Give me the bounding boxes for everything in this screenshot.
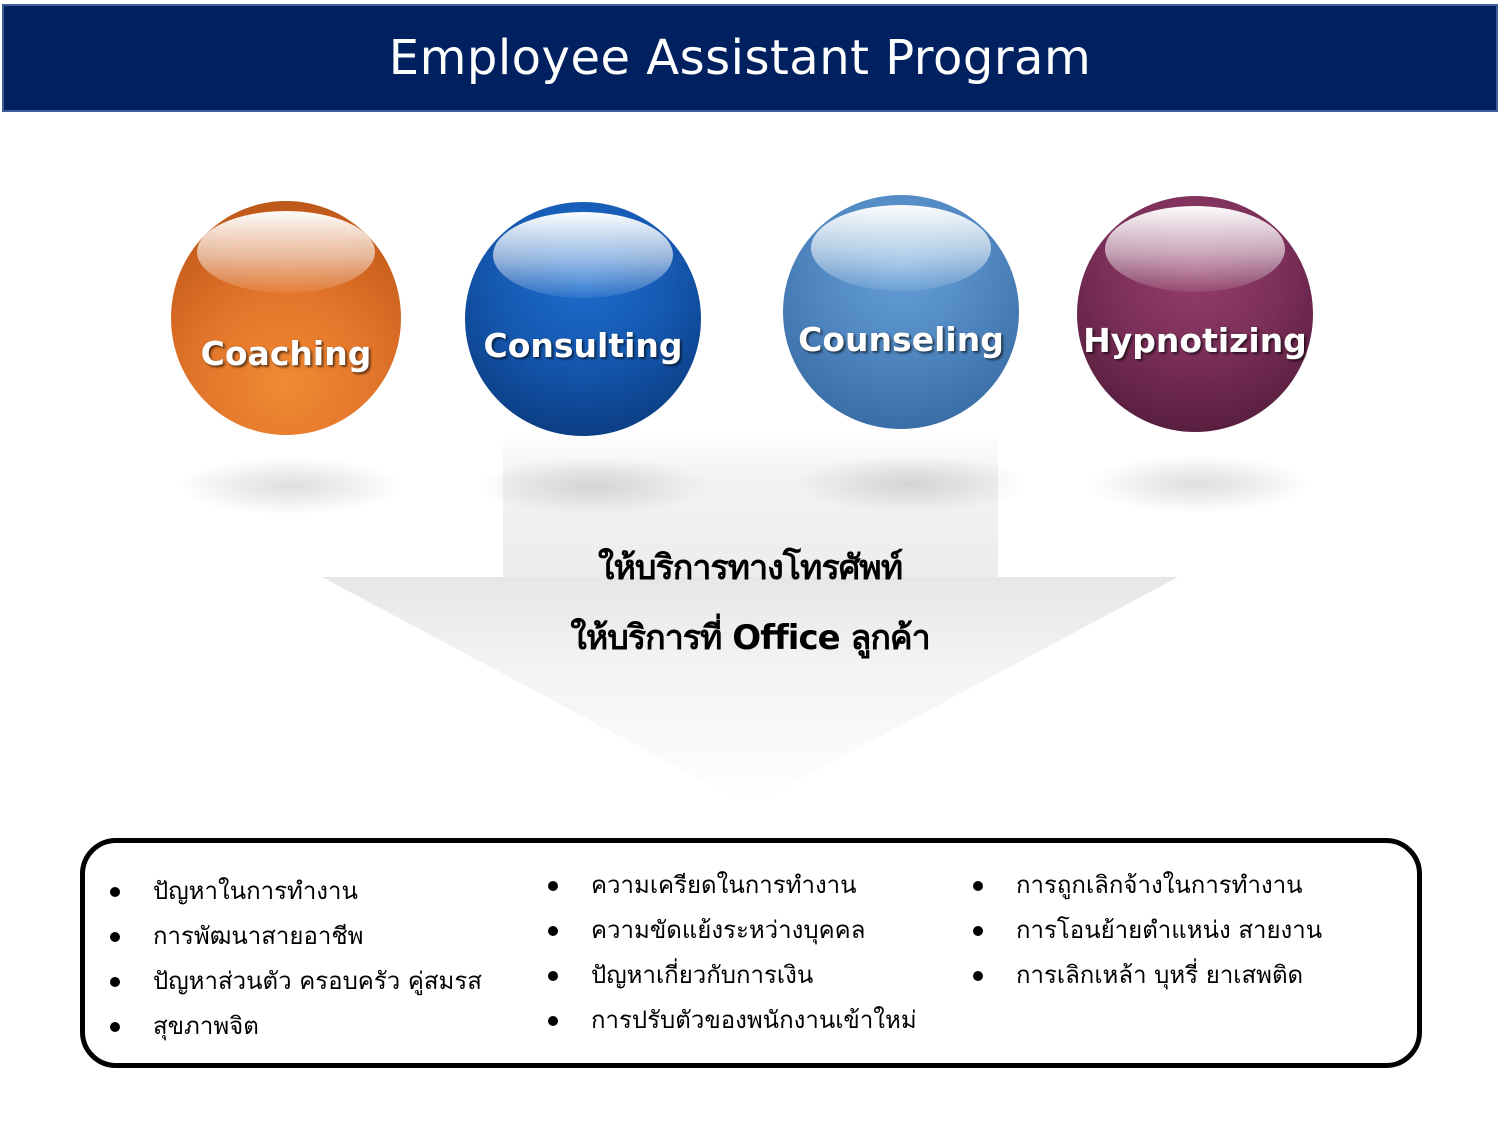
channel-office: ให้บริการที่ Office ลูกค้า [570, 618, 930, 658]
list-item: ปัญหาในการทำงาน [105, 869, 482, 914]
service-label: Counseling [798, 319, 1004, 359]
list-item: สุขภาพจิต [105, 1004, 482, 1049]
orb-shadow [180, 458, 400, 514]
topics-column [968, 863, 1322, 998]
list-item: ความเครียดในการทำงาน [543, 863, 917, 908]
list-item: การถูกเลิกจ้างในการทำงาน [968, 863, 1322, 908]
page-title: Employee Assistant Program [388, 30, 1092, 86]
list-item: ความขัดแย้งระหว่างบุคคล [543, 908, 917, 953]
service-label: Coaching [200, 333, 372, 373]
bullet-icon [110, 887, 120, 897]
bullet-icon [110, 932, 120, 942]
bullet-icon [548, 926, 558, 936]
list-item: ปัญหาเกี่ยวกับการเงิน [543, 953, 917, 998]
bullet-icon [548, 971, 558, 981]
topics-box [80, 838, 1422, 1068]
hypnotizing-orb [1077, 196, 1313, 432]
topics-column [105, 869, 482, 1049]
service-label: Hypnotizing [1083, 320, 1307, 360]
coaching-orb [171, 201, 401, 435]
orb-shadow [478, 458, 708, 514]
consulting-orb [465, 202, 701, 436]
bullet-icon [110, 977, 120, 987]
bullet-icon [973, 971, 983, 981]
service-label: Consulting [483, 325, 683, 365]
list-item: การปรับตัวของพนักงานเข้าใหม่ [543, 998, 917, 1043]
channel-phone: ให้บริการทางโทรศัพท์ [597, 548, 903, 588]
list-item: การโอนย้ายตำแหน่ง สายงาน [968, 908, 1322, 953]
bullet-icon [548, 1016, 558, 1026]
bullet-icon [973, 881, 983, 891]
counseling-orb [783, 195, 1019, 429]
orb-shadow [795, 456, 1025, 512]
list-item: การเลิกเหล้า บุหรี่ ยาเสพติด [968, 953, 1322, 998]
topics-column [543, 863, 917, 1043]
list-item: การพัฒนาสายอาชีพ [105, 914, 482, 959]
orb-shadow [1088, 456, 1308, 512]
bullet-icon [973, 926, 983, 936]
list-item: ปัญหาส่วนตัว ครอบครัว คู่สมรส [105, 959, 482, 1004]
bullet-icon [110, 1022, 120, 1032]
bullet-icon [548, 881, 558, 891]
